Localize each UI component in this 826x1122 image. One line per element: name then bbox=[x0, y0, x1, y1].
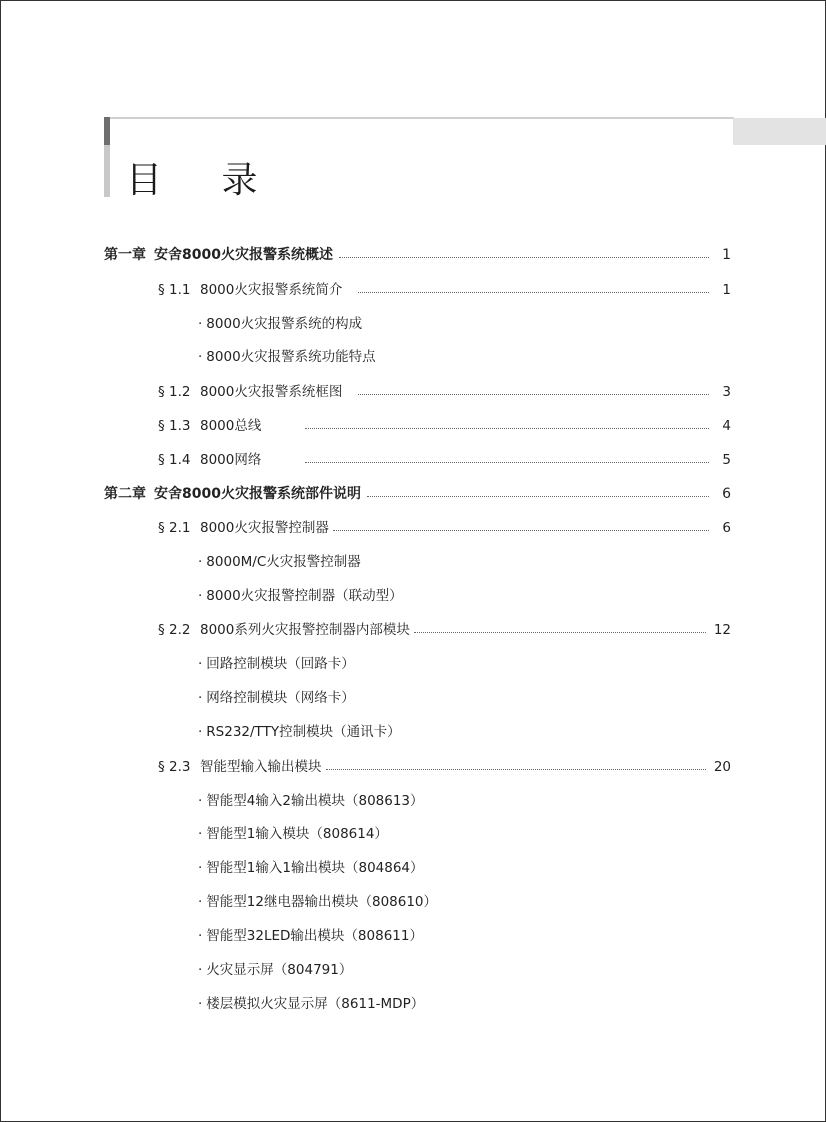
page-number: 3 bbox=[722, 384, 731, 400]
section-number: § 2.1 bbox=[158, 520, 191, 536]
page-title: 目 录 bbox=[126, 160, 282, 201]
section-title: 8000火灾报警系统简介 bbox=[200, 282, 343, 298]
bullet-dot: · bbox=[198, 588, 203, 604]
bullet-dot: · bbox=[198, 690, 203, 706]
item-text: RS232/TTY控制模块（通讯卡） bbox=[206, 724, 401, 740]
dot-leader bbox=[305, 427, 709, 429]
toc-chapter-1[interactable] bbox=[104, 245, 731, 265]
section-title: 8000火灾报警控制器 bbox=[200, 520, 329, 536]
toc-section-1-2[interactable] bbox=[158, 382, 731, 402]
toc-section-1-4[interactable] bbox=[158, 450, 731, 470]
header-accent-bar bbox=[104, 117, 110, 145]
dot-leader bbox=[333, 529, 709, 531]
header-rule bbox=[104, 117, 734, 119]
toc-section-2-2[interactable] bbox=[158, 620, 731, 640]
bullet-dot: · bbox=[198, 826, 203, 842]
bullet-dot: · bbox=[198, 793, 203, 809]
toc-section-2-3[interactable] bbox=[158, 757, 731, 777]
section-title: 8000系列火灾报警控制器内部模块 bbox=[200, 622, 410, 638]
section-title: 智能型输入输出模块 bbox=[200, 759, 322, 775]
item-text: 智能型32LED输出模块（808611） bbox=[206, 928, 423, 944]
item-text: 智能型12继电器输出模块（808610） bbox=[206, 894, 438, 910]
page-number: 6 bbox=[722, 520, 731, 536]
section-number: § 1.4 bbox=[158, 452, 191, 468]
page-number: 4 bbox=[722, 418, 731, 434]
toc-section-1-3[interactable] bbox=[158, 416, 731, 436]
section-title: 8000火灾报警系统框图 bbox=[200, 384, 343, 400]
toc-item[interactable] bbox=[198, 926, 423, 946]
toc-chapter-2[interactable] bbox=[104, 484, 731, 504]
bullet-dot: · bbox=[198, 349, 203, 365]
page-number: 1 bbox=[722, 247, 731, 263]
item-text: 回路控制模块（回路卡） bbox=[206, 656, 355, 672]
chapter-number: 第一章 bbox=[104, 247, 146, 263]
section-number: § 1.3 bbox=[158, 418, 191, 434]
chapter-title: 安舍8000火灾报警系统概述 bbox=[154, 247, 333, 263]
item-text: 8000火灾报警系统功能特点 bbox=[206, 349, 376, 365]
toc-item[interactable] bbox=[198, 552, 361, 572]
dot-leader bbox=[326, 768, 706, 770]
bullet-dot: · bbox=[198, 316, 203, 332]
item-text: 8000火灾报警控制器（联动型） bbox=[206, 588, 403, 604]
section-number: § 1.1 bbox=[158, 282, 191, 298]
dot-leader bbox=[358, 291, 709, 293]
bullet-dot: · bbox=[198, 860, 203, 876]
toc-item[interactable] bbox=[198, 314, 362, 334]
dot-leader bbox=[367, 495, 709, 497]
bullet-dot: · bbox=[198, 928, 203, 944]
page-number: 1 bbox=[722, 282, 731, 298]
toc-item[interactable] bbox=[198, 791, 424, 811]
toc-section-2-1[interactable] bbox=[158, 518, 731, 538]
section-title: 8000网络 bbox=[200, 452, 262, 468]
toc-item[interactable] bbox=[198, 994, 424, 1014]
toc-item[interactable] bbox=[198, 824, 388, 844]
item-text: 楼层模拟火灾显示屏（8611-MDP） bbox=[206, 996, 425, 1012]
bullet-dot: · bbox=[198, 724, 203, 740]
toc-item[interactable] bbox=[198, 347, 376, 367]
chapter-number: 第二章 bbox=[104, 486, 146, 502]
toc-item[interactable] bbox=[198, 858, 424, 878]
header-accent-bar-light bbox=[104, 145, 110, 197]
item-text: 8000M/C火灾报警控制器 bbox=[206, 554, 361, 570]
dot-leader bbox=[414, 631, 706, 633]
toc-item[interactable] bbox=[198, 722, 401, 742]
toc-item[interactable] bbox=[198, 654, 355, 674]
item-text: 8000火灾报警系统的构成 bbox=[206, 316, 363, 332]
dot-leader bbox=[339, 256, 709, 258]
toc-item[interactable] bbox=[198, 892, 437, 912]
section-number: § 2.3 bbox=[158, 759, 191, 775]
dot-leader bbox=[358, 393, 709, 395]
bullet-dot: · bbox=[198, 894, 203, 910]
item-text: 智能型1输入1输出模块（804864） bbox=[206, 860, 424, 876]
toc-item[interactable] bbox=[198, 586, 403, 606]
toc-item[interactable] bbox=[198, 960, 352, 980]
item-text: 火灾显示屏（804791） bbox=[206, 962, 353, 978]
bullet-dot: · bbox=[198, 962, 203, 978]
edge-tab bbox=[733, 118, 826, 145]
item-text: 智能型4输入2输出模块（808613） bbox=[206, 793, 424, 809]
page-number: 12 bbox=[713, 622, 731, 638]
item-text: 网络控制模块（网络卡） bbox=[206, 690, 355, 706]
page-number: 5 bbox=[722, 452, 731, 468]
toc-item[interactable] bbox=[198, 688, 355, 708]
bullet-dot: · bbox=[198, 656, 203, 672]
section-number: § 2.2 bbox=[158, 622, 191, 638]
page-number: 20 bbox=[713, 759, 731, 775]
item-text: 智能型1输入模块（808614） bbox=[206, 826, 388, 842]
page-number: 6 bbox=[722, 486, 731, 502]
bullet-dot: · bbox=[198, 996, 203, 1012]
chapter-title: 安舍8000火灾报警系统部件说明 bbox=[154, 486, 361, 502]
dot-leader bbox=[305, 461, 709, 463]
toc-section-1-1[interactable] bbox=[158, 280, 731, 300]
section-number: § 1.2 bbox=[158, 384, 191, 400]
bullet-dot: · bbox=[198, 554, 203, 570]
section-title: 8000总线 bbox=[200, 418, 262, 434]
